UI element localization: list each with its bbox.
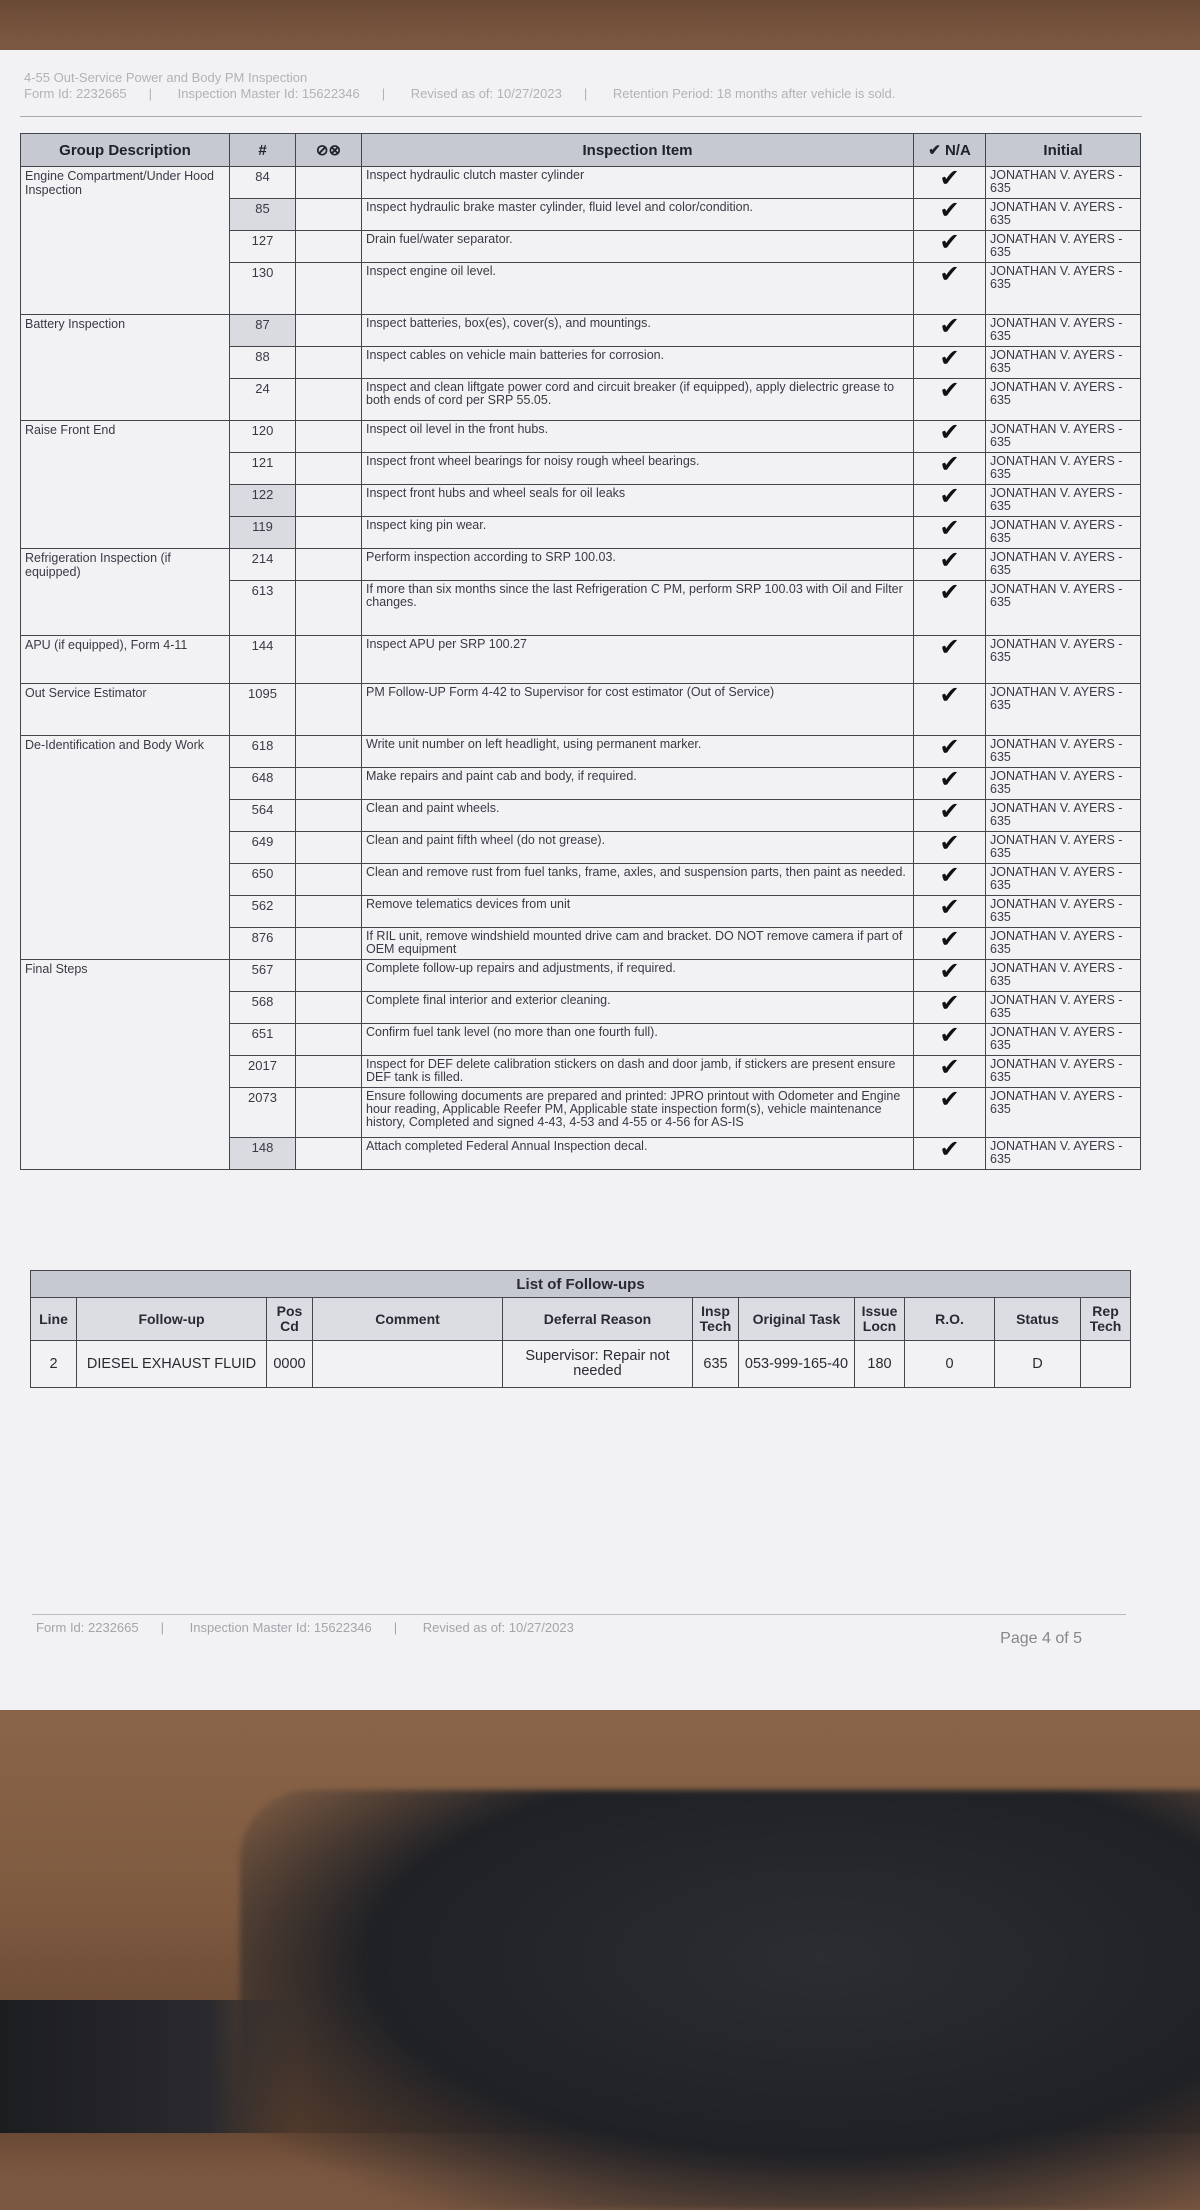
inspection-item: Drain fuel/water separator. <box>362 231 914 263</box>
followup-cell: DIESEL EXHAUST FLUID <box>77 1341 267 1388</box>
status-icon-cell <box>296 960 362 992</box>
checkmark-icon: ✔ <box>914 199 986 231</box>
checkmark-icon: ✔ <box>914 1138 986 1170</box>
item-number: 120 <box>230 421 296 453</box>
checkmark-icon: ✔ <box>914 453 986 485</box>
inspection-item: Write unit number on left headlight, using permanent marker. <box>362 736 914 768</box>
initial-signature: JONATHAN V. AYERS - 635 <box>986 315 1141 347</box>
footer-revised: Revised as of: 10/27/2023 <box>422 1620 574 1635</box>
status-icon-cell <box>296 167 362 199</box>
item-number: 88 <box>230 347 296 379</box>
status-icon-cell <box>296 928 362 960</box>
group-description: Engine Compartment/Under Hood Inspection <box>21 167 230 315</box>
item-number: 24 <box>230 379 296 421</box>
initial-signature: JONATHAN V. AYERS - 635 <box>986 1138 1141 1170</box>
initial-signature: JONATHAN V. AYERS - 635 <box>986 1024 1141 1056</box>
item-number: 144 <box>230 636 296 684</box>
status-icon-cell <box>296 421 362 453</box>
document-footer: Form Id: 2232665 | Inspection Master Id: 15622346 | Revised as of: 10/27/2023 <box>36 1620 574 1635</box>
inspection-item: Ensure following documents are prepared and printed: JPRO printout with Odometer and Engine hour reading, Applicable Reefer PM, Applicable state inspection form(s), vehicle maintenance history, Completed and signed 4-43, 4-53 and 4-55 or 4-56 for AS-IS <box>362 1088 914 1138</box>
checkmark-icon: ✔ <box>914 768 986 800</box>
table-row <box>21 684 1141 736</box>
inspection-item: Inspect oil level in the front hubs. <box>362 421 914 453</box>
checkmark-icon: ✔ <box>914 421 986 453</box>
table-row <box>21 549 1141 581</box>
followup-cell: 0 <box>905 1341 995 1388</box>
item-number: 85 <box>230 199 296 231</box>
initial-signature: JONATHAN V. AYERS - 635 <box>986 736 1141 768</box>
checkmark-icon: ✔ <box>914 379 986 421</box>
followup-col-header: Line <box>31 1298 77 1341</box>
followup-col-header: Rep Tech <box>1081 1298 1131 1341</box>
table-row <box>21 167 1141 199</box>
initial-signature: JONATHAN V. AYERS - 635 <box>986 549 1141 581</box>
initial-signature: JONATHAN V. AYERS - 635 <box>986 167 1141 199</box>
status-icon-cell <box>296 315 362 347</box>
col-status-icons: ⊘⊗ <box>296 134 362 167</box>
initial-signature: JONATHAN V. AYERS - 635 <box>986 263 1141 315</box>
item-number: 1095 <box>230 684 296 736</box>
status-icon-cell <box>296 1138 362 1170</box>
col-na: ✔ N/A <box>914 134 986 167</box>
header-retention: Retention Period: 18 months after vehicle is sold. <box>612 86 896 101</box>
initial-signature: JONATHAN V. AYERS - 635 <box>986 199 1141 231</box>
table-row <box>21 636 1141 684</box>
checkmark-icon: ✔ <box>914 736 986 768</box>
inspection-table <box>20 133 1141 1170</box>
checkmark-icon: ✔ <box>914 549 986 581</box>
checkmark-icon: ✔ <box>914 167 986 199</box>
footer-form-id: Form Id: 2232665 <box>36 1620 139 1635</box>
item-number: 568 <box>230 992 296 1024</box>
col-group-description: Group Description <box>21 134 230 167</box>
status-icon-cell <box>296 549 362 581</box>
followups-table <box>30 1270 1131 1388</box>
inspection-item: Clean and paint fifth wheel (do not grease). <box>362 832 914 864</box>
status-icon-cell <box>296 199 362 231</box>
inspection-item: Inspect and clean liftgate power cord and circuit breaker (if equipped), apply dielectric grease to both ends of cord per SRP 55.05. <box>362 379 914 421</box>
initial-signature: JONATHAN V. AYERS - 635 <box>986 485 1141 517</box>
initial-signature: JONATHAN V. AYERS - 635 <box>986 581 1141 636</box>
status-icon-cell <box>296 379 362 421</box>
checkmark-icon: ✔ <box>914 800 986 832</box>
initial-signature: JONATHAN V. AYERS - 635 <box>986 684 1141 736</box>
item-number: 2073 <box>230 1088 296 1138</box>
inspection-item: Inspect front hubs and wheel seals for oil leaks <box>362 485 914 517</box>
initial-signature: JONATHAN V. AYERS - 635 <box>986 231 1141 263</box>
followup-cell <box>313 1341 503 1388</box>
checkmark-icon: ✔ <box>914 832 986 864</box>
group-description: De-Identification and Body Work <box>21 736 230 960</box>
status-icon-cell <box>296 1024 362 1056</box>
item-number: 650 <box>230 864 296 896</box>
followup-cell <box>1081 1341 1131 1388</box>
followup-cell: 180 <box>855 1341 905 1388</box>
inspection-item: Attach completed Federal Annual Inspection decal. <box>362 1138 914 1170</box>
shadow-obstruction <box>0 2000 300 2133</box>
status-icon-cell <box>296 896 362 928</box>
inspection-item: Inspect APU per SRP 100.27 <box>362 636 914 684</box>
inspection-item: Complete follow-up repairs and adjustments, if required. <box>362 960 914 992</box>
inspection-item: Make repairs and paint cab and body, if required. <box>362 768 914 800</box>
inspection-item: Inspect king pin wear. <box>362 517 914 549</box>
inspection-item: Confirm fuel tank level (no more than one fourth full). <box>362 1024 914 1056</box>
checkmark-icon: ✔ <box>914 485 986 517</box>
item-number: 649 <box>230 832 296 864</box>
initial-signature: JONATHAN V. AYERS - 635 <box>986 453 1141 485</box>
item-number: 122 <box>230 485 296 517</box>
initial-signature: JONATHAN V. AYERS - 635 <box>986 1056 1141 1088</box>
followup-col-header: Issue Locn <box>855 1298 905 1341</box>
initial-signature: JONATHAN V. AYERS - 635 <box>986 768 1141 800</box>
followup-cell: 635 <box>693 1341 739 1388</box>
followup-cell: Supervisor: Repair not needed <box>503 1341 693 1388</box>
followup-col-header: Status <box>995 1298 1081 1341</box>
initial-signature: JONATHAN V. AYERS - 635 <box>986 992 1141 1024</box>
item-number: 130 <box>230 263 296 315</box>
followup-cell: 0000 <box>267 1341 313 1388</box>
initial-signature: JONATHAN V. AYERS - 635 <box>986 421 1141 453</box>
form-title: 4-55 Out-Service Power and Body PM Inspection <box>24 70 308 85</box>
initial-signature: JONATHAN V. AYERS - 635 <box>986 517 1141 549</box>
inspection-item: Inspect engine oil level. <box>362 263 914 315</box>
initial-signature: JONATHAN V. AYERS - 635 <box>986 1088 1141 1138</box>
followup-col-header: Comment <box>313 1298 503 1341</box>
followup-cell: 053-999-165-40 <box>739 1341 855 1388</box>
table-row <box>21 736 1141 768</box>
inspection-item: Inspect for DEF delete calibration stickers on dash and door jamb, if stickers are present ensure DEF tank is filled. <box>362 1056 914 1088</box>
initial-signature: JONATHAN V. AYERS - 635 <box>986 896 1141 928</box>
status-icon-cell <box>296 517 362 549</box>
status-icon-cell <box>296 768 362 800</box>
page-number: Page 4 of 5 <box>1000 1630 1082 1647</box>
inspection-item: Inspect front wheel bearings for noisy rough wheel bearings. <box>362 453 914 485</box>
item-number: 613 <box>230 581 296 636</box>
inspection-table-header <box>21 134 1141 167</box>
item-number: 567 <box>230 960 296 992</box>
thumb-obstruction <box>240 1790 1200 2210</box>
checkmark-icon: ✔ <box>914 928 986 960</box>
item-number: 648 <box>230 768 296 800</box>
checkmark-icon: ✔ <box>914 992 986 1024</box>
item-number: 87 <box>230 315 296 347</box>
col-number: # <box>230 134 296 167</box>
status-icon-cell <box>296 581 362 636</box>
checkmark-icon: ✔ <box>914 636 986 684</box>
followup-col-header: Original Task <box>739 1298 855 1341</box>
col-inspection-item: Inspection Item <box>362 134 914 167</box>
status-icon-cell <box>296 453 362 485</box>
inspection-item: Perform inspection according to SRP 100.03. <box>362 549 914 581</box>
checkmark-icon: ✔ <box>914 684 986 736</box>
status-icon-cell <box>296 684 362 736</box>
checkmark-icon: ✔ <box>914 960 986 992</box>
checkmark-icon: ✔ <box>914 1024 986 1056</box>
inspection-item: Inspect cables on vehicle main batteries for corrosion. <box>362 347 914 379</box>
item-number: 214 <box>230 549 296 581</box>
inspection-item: Complete final interior and exterior cleaning. <box>362 992 914 1024</box>
initial-signature: JONATHAN V. AYERS - 635 <box>986 379 1141 421</box>
status-icon-cell <box>296 736 362 768</box>
item-number: 562 <box>230 896 296 928</box>
followup-row <box>31 1341 1131 1388</box>
inspection-item: If RIL unit, remove windshield mounted drive cam and bracket. DO NOT remove camera if part of OEM equipment <box>362 928 914 960</box>
group-description: Battery Inspection <box>21 315 230 421</box>
footer-divider <box>32 1614 1126 1615</box>
initial-signature: JONATHAN V. AYERS - 635 <box>986 928 1141 960</box>
followup-col-header: Deferral Reason <box>503 1298 693 1341</box>
item-number: 148 <box>230 1138 296 1170</box>
group-description: Refrigeration Inspection (if equipped) <box>21 549 230 636</box>
item-number: 119 <box>230 517 296 549</box>
followup-col-header: Follow-up <box>77 1298 267 1341</box>
checkmark-icon: ✔ <box>914 231 986 263</box>
status-icon-cell <box>296 992 362 1024</box>
checkmark-icon: ✔ <box>914 864 986 896</box>
initial-signature: JONATHAN V. AYERS - 635 <box>986 800 1141 832</box>
checkmark-icon: ✔ <box>914 315 986 347</box>
group-description: Raise Front End <box>21 421 230 549</box>
followup-col-header: R.O. <box>905 1298 995 1341</box>
initial-signature: JONATHAN V. AYERS - 635 <box>986 960 1141 992</box>
inspection-item: Clean and remove rust from fuel tanks, frame, axles, and suspension parts, then paint as needed. <box>362 864 914 896</box>
inspection-item: If more than six months since the last Refrigeration C PM, perform SRP 100.03 with Oil and Filter changes. <box>362 581 914 636</box>
item-number: 618 <box>230 736 296 768</box>
checkmark-icon: ✔ <box>914 896 986 928</box>
header-master-id: Inspection Master Id: 15622346 <box>177 86 360 101</box>
status-icon-cell <box>296 1088 362 1138</box>
checkmark-icon: ✔ <box>914 581 986 636</box>
checkmark-icon: ✔ <box>914 263 986 315</box>
status-icon-cell <box>296 485 362 517</box>
inspection-item: Clean and paint wheels. <box>362 800 914 832</box>
inspection-item: Inspect hydraulic brake master cylinder, fluid level and color/condition. <box>362 199 914 231</box>
status-icon-cell <box>296 864 362 896</box>
checkmark-icon: ✔ <box>914 517 986 549</box>
followup-cell: D <box>995 1341 1081 1388</box>
followups-caption: List of Follow-ups <box>31 1271 1131 1298</box>
initial-signature: JONATHAN V. AYERS - 635 <box>986 636 1141 684</box>
footer-master-id: Inspection Master Id: 15622346 <box>189 1620 372 1635</box>
checkmark-icon: ✔ <box>914 1056 986 1088</box>
status-icon-cell <box>296 1056 362 1088</box>
inspection-item: PM Follow-UP Form 4-42 to Supervisor for cost estimator (Out of Service) <box>362 684 914 736</box>
inspection-item: Remove telematics devices from unit <box>362 896 914 928</box>
checkmark-icon: ✔ <box>914 347 986 379</box>
followup-col-header: Pos Cd <box>267 1298 313 1341</box>
col-initial: Initial <box>986 134 1141 167</box>
header-revised: Revised as of: 10/27/2023 <box>410 86 562 101</box>
header-divider <box>20 116 1142 117</box>
inspection-item: Inspect batteries, box(es), cover(s), and mountings. <box>362 315 914 347</box>
status-icon-cell <box>296 832 362 864</box>
initial-signature: JONATHAN V. AYERS - 635 <box>986 347 1141 379</box>
item-number: 84 <box>230 167 296 199</box>
group-description: APU (if equipped), Form 4-11 <box>21 636 230 684</box>
header-form-id: Form Id: 2232665 <box>24 86 127 101</box>
status-icon-cell <box>296 347 362 379</box>
table-row <box>21 315 1141 347</box>
status-icon-cell <box>296 263 362 315</box>
status-icon-cell <box>296 800 362 832</box>
followup-cell: 2 <box>31 1341 77 1388</box>
initial-signature: JONATHAN V. AYERS - 635 <box>986 864 1141 896</box>
checkmark-icon: ✔ <box>914 1088 986 1138</box>
followup-col-header: Insp Tech <box>693 1298 739 1341</box>
followups-section <box>30 1270 1130 1388</box>
item-number: 564 <box>230 800 296 832</box>
item-number: 127 <box>230 231 296 263</box>
group-description: Final Steps <box>21 960 230 1170</box>
status-icon-cell <box>296 231 362 263</box>
item-number: 651 <box>230 1024 296 1056</box>
item-number: 2017 <box>230 1056 296 1088</box>
inspection-item: Inspect hydraulic clutch master cylinder <box>362 167 914 199</box>
initial-signature: JONATHAN V. AYERS - 635 <box>986 832 1141 864</box>
table-row <box>21 960 1141 992</box>
item-number: 876 <box>230 928 296 960</box>
document-header: 4-55 Out-Service Power and Body PM Inspection Form Id: 2232665 | Inspection Master Id: 15622346 | Revised as of: 10/27/2023 | Retention Period: 18 months after vehicle is sold. <box>24 70 896 101</box>
group-description: Out Service Estimator <box>21 684 230 736</box>
status-icon-cell <box>296 636 362 684</box>
table-row <box>21 421 1141 453</box>
item-number: 121 <box>230 453 296 485</box>
